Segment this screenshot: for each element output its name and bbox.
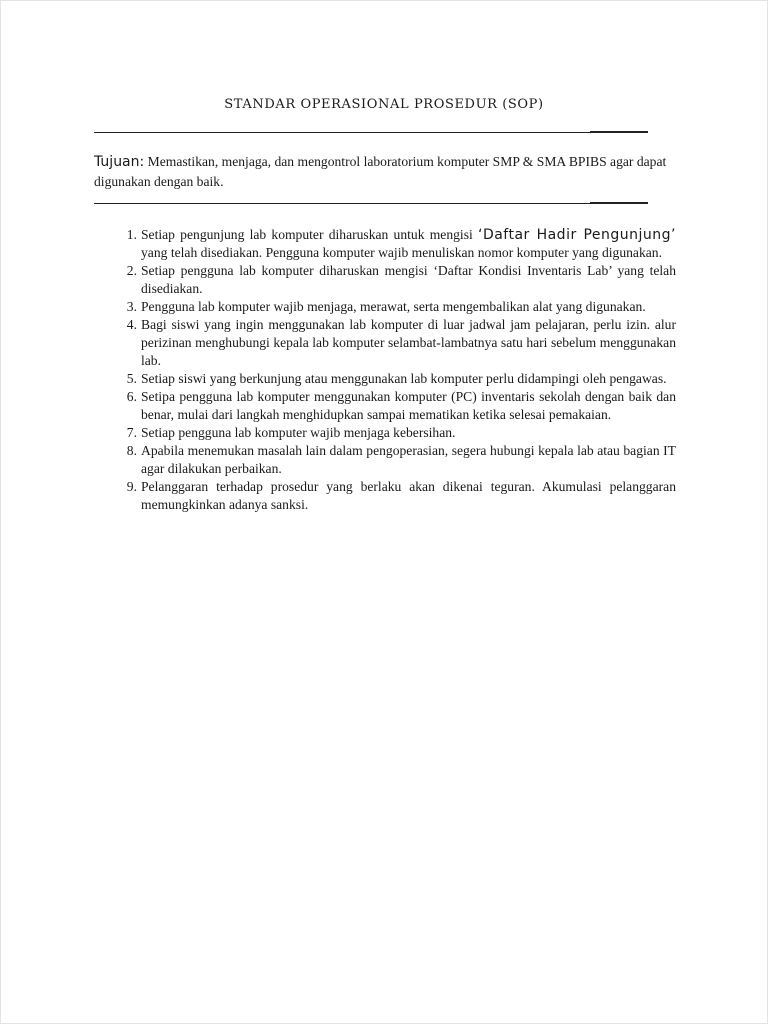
divider-bottom-accent (590, 202, 648, 204)
list-item-text: Pengguna lab komputer wajib menjaga, merawat, serta mengembalikan alat yang digunakan. (141, 299, 646, 314)
list-item-number: 9. (126, 479, 137, 494)
list-item (126, 370, 676, 388)
list-item-text: Setiap pengguna lab komputer wajib menjaga kebersihan. (141, 425, 456, 440)
list-item (126, 442, 676, 478)
list-item-first-line (141, 226, 676, 244)
list-item-text: Setiap pengunjung lab komputer diharuskan untuk mengisi (141, 227, 473, 242)
list-item-number: 2. (126, 263, 137, 278)
list-item (126, 262, 676, 298)
list-item (126, 316, 676, 370)
list-item (126, 478, 676, 514)
list-item-text: Pelanggaran terhadap prosedur yang berlaku akan dikenai teguran. Akumulasi pelanggaran memungkinkan adanya sanksi. (141, 479, 676, 512)
list-item-number: 4. (126, 317, 137, 332)
list-item (126, 424, 676, 442)
list-item-number: 8. (126, 443, 137, 458)
list-item-text: Setiap siswi yang berkunjung atau menggunakan lab komputer perlu didampingi oleh pengawas. (141, 371, 667, 386)
list-item-number: 5. (126, 371, 137, 386)
list-item-number: 7. (126, 425, 137, 440)
list-item (126, 388, 676, 424)
list-item-number: 6. (126, 389, 137, 404)
list-item (126, 226, 677, 262)
purpose-label: Tujuan: (94, 154, 145, 170)
list-item-text-continued: yang telah disediakan. Pengguna komputer wajib menuliskan nomor komputer yang digunakan. (141, 245, 662, 260)
page-title: STANDAR OPERASIONAL PROSEDUR (SOP) (224, 97, 544, 112)
purpose-text: Memastikan, menjaga, dan mengontrol laboratorium komputer SMP & SMA BPIBS agar dapat digunakan dengan baik. (94, 154, 667, 189)
list-item (126, 298, 676, 316)
purpose-paragraph (94, 152, 679, 191)
list-item-number: 1. (126, 227, 137, 242)
divider-top-accent (590, 131, 648, 133)
list-item-highlight: ‘Daftar Hadir Pengunjung’ (478, 227, 677, 243)
list-item-text: Setiap pengguna lab komputer diharuskan mengisi ‘Daftar Kondisi Inventaris Lab’ yang telah disediakan. (141, 263, 676, 296)
list-item-number: 3. (126, 299, 137, 314)
divider-bottom (94, 203, 648, 204)
procedure-list (126, 226, 677, 514)
divider-top (94, 132, 648, 133)
list-item-text: Apabila menemukan masalah lain dalam pengoperasian, segera hubungi kepala lab atau bagian IT agar dilakukan perbaikan. (141, 443, 676, 476)
list-item-text: Setipa pengguna lab komputer menggunakan komputer (PC) inventaris sekolah dengan baik dan benar, mulai dari langkah menghidupkan sampai mematikan ketika selesai pemakaian. (141, 389, 676, 422)
list-item-text: Bagi siswi yang ingin menggunakan lab komputer di luar jadwal jam pelajaran, perlu izin. alur perizinan menghubungi kepala lab komputer selambat-lambatnya satu hari sebelum menggunakan lab. (141, 317, 676, 368)
